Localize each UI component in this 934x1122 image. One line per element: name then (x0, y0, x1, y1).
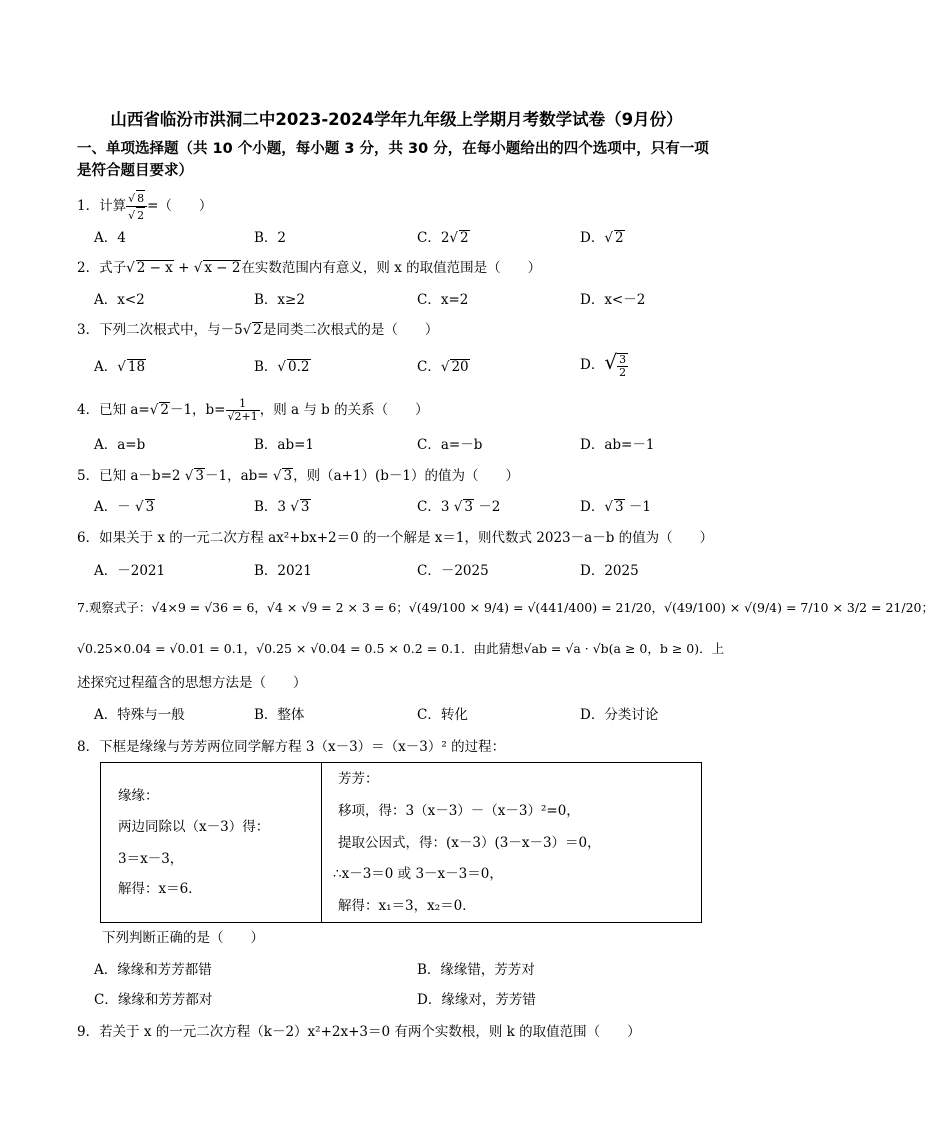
left-line-4: 解得：x＝6． (118, 881, 202, 897)
option-6a[interactable]: A．－2021 (94, 563, 166, 579)
question-8-after: 下列判断正确的是（ ） (102, 930, 264, 946)
option-6c[interactable]: C．－2025 (417, 563, 489, 579)
solution-box (100, 762, 702, 923)
option-3a[interactable]: A．√ 18 (94, 359, 146, 375)
question-8: 8．下框是缘缘与芳芳两位同学解方程 3（x－3）＝（x－3）² 的过程： (77, 739, 506, 755)
option-3c[interactable]: C．√ 20 (417, 359, 469, 375)
section-heading-line1: 一、单项选择题（共 10 个小题，每小题 3 分，共 30 分，在每小题给出的四个选项中，只有一项 (77, 141, 709, 157)
option-3b[interactable]: B．√ 0.2 (254, 359, 310, 375)
option-4c[interactable]: C．a=－b (417, 437, 483, 453)
box-divider (321, 763, 322, 922)
option-2d[interactable]: D．x<－2 (580, 292, 646, 308)
question-5: 5．已知 a－b=2 √ 3－1，ab= √ 3，则（a+1）(b－1）的值为（ ） (77, 468, 520, 484)
option-7d[interactable]: D．分类讨论 (580, 707, 659, 723)
question-7-line3: 述探究过程蕴含的思想方法是（ ） (77, 675, 307, 691)
right-line-3: 提取公因式，得：(x－3）(3－x－3）＝0， (338, 835, 601, 851)
option-1d[interactable]: D．√ 2 (580, 230, 624, 246)
section-heading-line2: 是符合题目要求） (77, 163, 193, 179)
right-line-4: ∴x－3＝0 或 3－x－3＝0， (333, 866, 503, 882)
right-line-2: 移项，得：3（x－3）－（x－3）²=0， (338, 803, 580, 819)
option-1c[interactable]: C．2√ 2 (417, 230, 469, 246)
option-5a[interactable]: A．－ √ 3 (94, 499, 155, 515)
option-5d[interactable]: D．√ 3 －1 (580, 499, 651, 515)
option-4a[interactable]: A．a=b (94, 437, 146, 453)
right-line-5: 解得：x₁＝3，x₂＝0． (338, 898, 476, 914)
fraction: $\frac{√ 8}{√ 2}$ (126, 190, 147, 223)
option-5c[interactable]: C．3 √ 3 －2 (417, 499, 501, 515)
question-4: 4．已知 a=√ 2－1，b= $\frac{1}{√2+1}$ ，则 a 与 b 的关系（ ） (77, 397, 429, 423)
question-6: 6．如果关于 x 的一元二次方程 ax²+bx+2＝0 的一个解是 x＝1，则代数式 2023－a－b 的值为（ ） (77, 530, 714, 546)
option-1a[interactable]: A．4 (94, 230, 126, 246)
question-1: 1．计算 $\frac{√ 8}{√ 2}$ =（ ） (77, 192, 213, 222)
option-2b[interactable]: B．x≥2 (254, 292, 305, 308)
option-7a[interactable]: A．特殊与一般 (94, 707, 185, 723)
question-7-line1: 7.观察式子：√4×9 = √36 = 6，√4 × √9 = 2 × 3 = 6；√(49/100 × 9/4) = √(441/400) = 21/20，√(49/100) × √(9/4) = 7/10 × 3/2 = 21/20； (77, 600, 934, 615)
question-2: 2．式子√ 2 − x + √ x − 2在实数范围内有意义，则 x 的取值范围是（ ） (77, 260, 542, 276)
question-3: 3．下列二次根式中，与－5√ 2是同类二次根式的是（ ） (77, 322, 439, 338)
option-4d[interactable]: D．ab=－1 (580, 437, 655, 453)
option-6b[interactable]: B．2021 (254, 563, 312, 579)
option-2a[interactable]: A．x<2 (94, 292, 145, 308)
option-8d[interactable]: D．缘缘对，芳芳错 (417, 992, 536, 1008)
option-2c[interactable]: C．x=2 (417, 292, 469, 308)
option-8a[interactable]: A．缘缘和芳芳都错 (94, 962, 212, 978)
option-5b[interactable]: B．3 √ 3 (254, 499, 310, 515)
question-9: 9．若关于 x 的一元二次方程（k－2）x²+2x+3＝0 有两个实数根，则 k 的取值范围（ ） (77, 1024, 641, 1040)
option-7b[interactable]: B．整体 (254, 707, 305, 723)
option-8b[interactable]: B．缘缘错，芳芳对 (417, 962, 535, 978)
option-6d[interactable]: D．2025 (580, 563, 639, 579)
right-line-1: 芳芳： (338, 771, 379, 787)
option-3d[interactable]: D．√ $\frac{3}{2}$ (580, 350, 627, 379)
page-title: 山西省临汾市洪洞二中2023-2024学年九年级上学期月考数学试卷（9月份） (110, 110, 683, 129)
question-7-line2: √0.25×0.04 = √0.01 = 0.1，√0.25 × √0.04 = 0.5 × 0.2 = 0.1．由此猜想√ab = √a · √b(a ≥ 0，b ≥ 0)．上 (77, 641, 725, 656)
option-1b[interactable]: B．2 (254, 230, 287, 246)
left-line-1: 缘缘： (118, 788, 159, 804)
option-7c[interactable]: C．转化 (417, 707, 468, 723)
left-line-2: 两边同除以（x－3）得： (118, 819, 270, 835)
option-4b[interactable]: B．ab=1 (254, 437, 315, 453)
section-heading (77, 138, 777, 182)
left-line-3: 3＝x－3， (118, 851, 184, 867)
option-8c[interactable]: C．缘缘和芳芳都对 (94, 992, 213, 1008)
